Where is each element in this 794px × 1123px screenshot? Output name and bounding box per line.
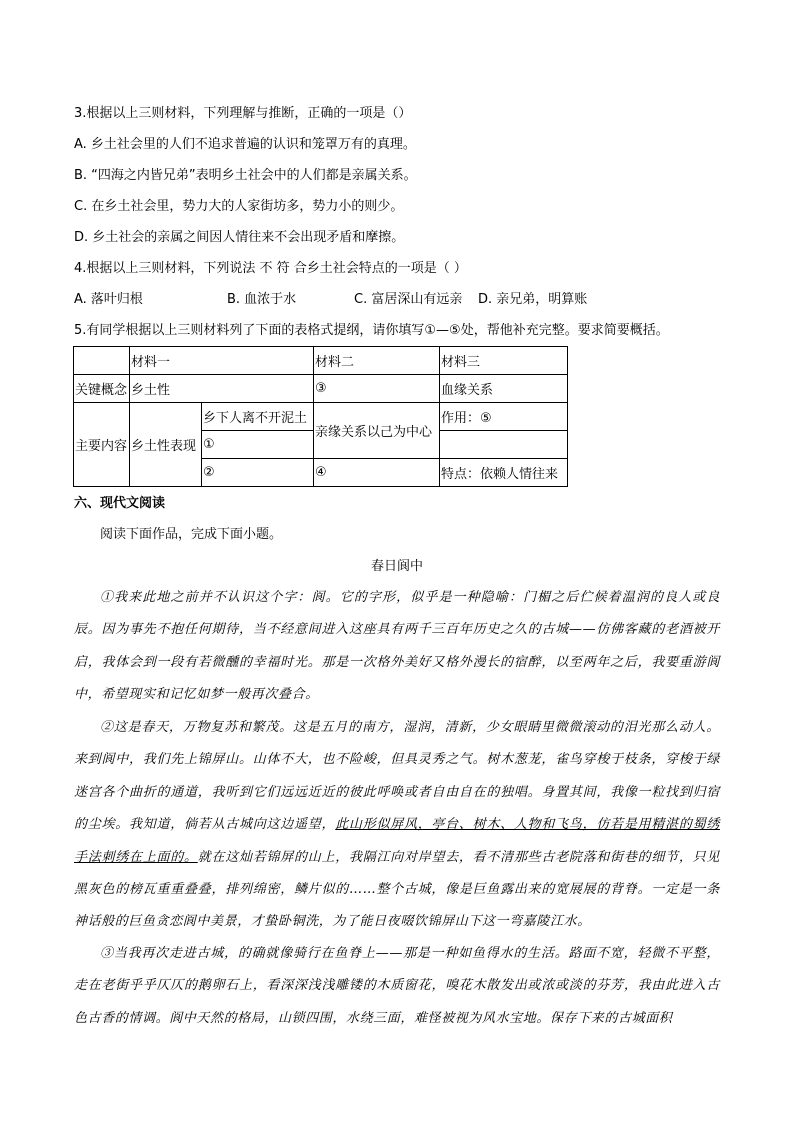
section-6-title: 六、现代文阅读 xyxy=(74,496,166,511)
table-cell-empty xyxy=(440,431,568,459)
table-row-label-main-content: 主要内容 xyxy=(74,403,130,487)
question-5-stem: 5.有同学根据以上三则材料列了下面的表格式提纲，请你填写①—⑤处，帮他补充完整。要求简要概括。 xyxy=(74,323,669,338)
question-3-option-c: C. 在乡土社会里，势力大的人家街坊多，势力小的则少。 xyxy=(74,199,404,214)
table-cell-qinyuan: 亲缘关系以己为中心 xyxy=(314,403,440,459)
question-4-option-c: C. 富居深山有远亲 xyxy=(354,292,463,307)
table-cell-blank-4: ④ xyxy=(314,459,440,487)
question-3-stem: 3.根据以上三则材料，下列理解与推断，正确的一项是（） xyxy=(74,106,412,121)
table-row-label-key-concept: 关键概念 xyxy=(74,375,130,403)
table-cell-zuoyong: 作用：⑤ xyxy=(440,403,568,431)
question-4-option-d: D. 亲兄弟，明算账 xyxy=(478,292,588,307)
table-cell-biaoxian: 乡土性表现 xyxy=(130,403,202,487)
question-4-stem: 4.根据以上三则材料，下列说法 不 符 合乡土社会特点的一项是（ ） xyxy=(74,261,467,276)
reading-instruction: 阅读下面作品，完成下面小题。 xyxy=(100,527,283,542)
table-cell-blank-3: ③ xyxy=(314,375,440,403)
paragraph-2-text-before: ②这是春天，万物复苏和繁茂。这是五月的南方，湿润，清新，少女眼睛里微微滚动的泪光那么动人。来到阆中，我们先上锦屏山。山体不大，也不险峻，但具灵秀之气。树木葱茏，雀鸟穿梭于枝条，穿梭于绿迷宫各个曲折的通道，我听到它们远远近近的彼此呼唤或者自由自在的独唱。身置其间，我像一粒找到归宿的尘埃。我知道，倘若从古城向这边遥望， xyxy=(74,720,720,833)
table-cell-lixiang: 乡下人离不开泥土 xyxy=(202,403,314,431)
article-paragraph-2 xyxy=(74,712,720,939)
table-header-material-3: 材料三 xyxy=(440,347,568,375)
table-header-material-2: 材料二 xyxy=(314,347,440,375)
table-cell-blank-1: ① xyxy=(202,431,314,459)
table-cell-tedian: 特点：依赖人情往来 xyxy=(440,459,568,487)
question-3-option-a: A. 乡土社会里的人们不追求普遍的认识和笼罩万有的真理。 xyxy=(74,137,416,152)
article-title: 春日阆中 xyxy=(370,559,423,574)
outline-table xyxy=(73,346,568,487)
question-4-option-b: B. 血浓于水 xyxy=(227,292,297,307)
table-cell-empty xyxy=(74,347,130,375)
paragraph-2-underlined-sentence: 此山形似屏风，亭台、树木、人物和飞鸟，仿若是用精湛的蜀绣手法刺绣在上面的。 xyxy=(74,817,720,865)
question-4-option-a: A. 落叶归根 xyxy=(74,292,143,307)
question-3-option-b: B. “四海之内皆兄弟”表明乡土社会中的人们都是亲属关系。 xyxy=(74,168,417,183)
article-paragraph-1: ①我来此地之前并不认识这个字：阆。它的字形，似乎是一种隐喻：门楣之后伫候着温润的良人或良辰。因为事先不抱任何期待，当不经意间进入这座具有两千三百年历史之久的古城——仿佛客藏的老酒被开启，我体会到一段有若微醺的幸福时光。那是一次格外美好又格外漫长的宿醉，以至两年之后，我要重游阆中，希望现实和记忆如梦一般再次叠合。 xyxy=(74,590,720,703)
table-cell-xiangtuxing: 乡土性 xyxy=(130,375,314,403)
table-header-material-1: 材料一 xyxy=(130,347,314,375)
paragraph-2-text-after: 就在这灿若锦屏的山上，我隔江向对岸望去，看不清那些古老院落和街巷的细节，只见黑灰色的榜瓦重重叠叠，排列绵密，鳞片似的……整个古城，像是巨鱼露出来的宽展展的背脊。一定是一条神话般的巨鱼贪恋阆中美景，才蛰卧铜洗，为了能日夜啜饮锦屏山下这一弯嘉陵江水。 xyxy=(74,849,720,930)
table-cell-blank-2: ② xyxy=(202,459,314,487)
question-3-option-d: D. 乡土社会的亲属之间因人情往来不会出现矛盾和摩擦。 xyxy=(74,230,405,245)
article-paragraph-3: ③当我再次走进古城，的确就像骑行在鱼脊上——那是一种如鱼得水的生活。路面不宽，轻微不平整，走在老街乎乎仄仄的鹅卵石上，看深深浅浅雕镂的木质窗花，嗅花木散发出或浓或淡的芬芳，我由此进入古色古香的情调。阆中天然的格局，山锁四围，水绕三面，难怪被视为风水宝地。保存下来的古城面积 xyxy=(74,946,720,1026)
table-cell-xueyuan: 血缘关系 xyxy=(440,375,568,403)
